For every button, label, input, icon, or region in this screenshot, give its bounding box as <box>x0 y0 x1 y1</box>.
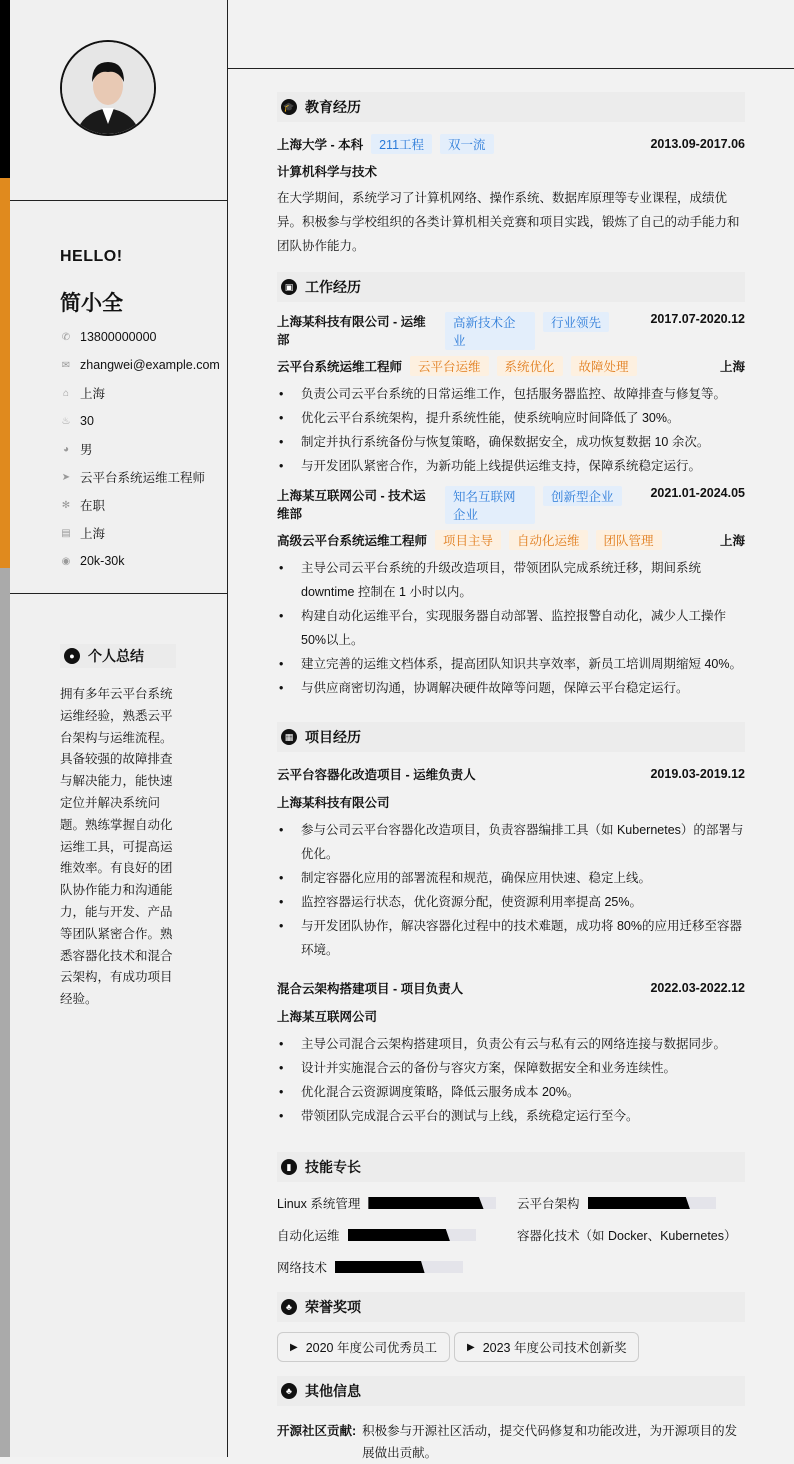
skill-item <box>277 1256 517 1278</box>
info-row <box>60 435 220 463</box>
skill-name: 网络技术 <box>277 1258 327 1276</box>
hello-heading: HELLO! <box>60 248 123 266</box>
tag: 知名互联网企业 <box>445 486 535 524</box>
send-icon: ➤ <box>60 472 72 483</box>
mail-icon: ✉ <box>60 360 72 371</box>
info-row <box>60 379 220 407</box>
user-icon: ● <box>64 648 80 664</box>
contact-info <box>60 323 220 575</box>
skills-heading <box>277 1152 745 1182</box>
skill-name: 自动化运维 <box>277 1226 340 1244</box>
tag: 行业领先 <box>543 312 609 332</box>
award-text: 2020 年度公司优秀员工 <box>306 1338 437 1356</box>
major: 计算机科学与技术 <box>277 162 377 180</box>
briefcase-icon: ▣ <box>281 279 297 295</box>
section-title: 其他信息 <box>305 1381 361 1401</box>
date: 2013.09-2017.06 <box>650 137 745 151</box>
section-title: 项目经历 <box>305 727 361 747</box>
info-row <box>60 407 220 435</box>
company: 上海某科技有限公司 - 运维部 <box>277 312 437 348</box>
bullet: • 设计并实施混合云的备份与容灾方案，保障数据安全和业务连续性。 <box>277 1056 745 1080</box>
main-content <box>277 92 745 1464</box>
cake-icon: ♨ <box>60 416 72 427</box>
company: 上海某互联网公司 <box>277 1007 377 1025</box>
building-icon: ▤ <box>60 528 72 539</box>
bullet: • 与开发团队紧密合作，为新功能上线提供运维支持，保障系统稳定运行。 <box>277 454 745 478</box>
bullet: • 负责公司云平台系统的日常运维工作，包括服务器监控、故障排查与修复等。 <box>277 382 745 406</box>
city: 上海 <box>720 357 745 375</box>
skill-bar <box>368 1197 496 1209</box>
info-text: 20k-30k <box>80 554 124 568</box>
home-icon: ⌂ <box>60 388 72 399</box>
summary-title: 个人总结 <box>88 646 144 666</box>
award-icon: ♣ <box>281 1299 297 1315</box>
company: 上海某科技有限公司 <box>277 793 390 811</box>
status-icon: ✻ <box>60 500 72 511</box>
other-text: 积极参与开源社区活动，提交代码修复和功能改进，为开源项目的发展做出贡献。 <box>362 1420 745 1464</box>
skills-list <box>277 1192 745 1278</box>
tag: 211工程 <box>371 134 432 154</box>
tag: 自动化运维 <box>509 530 588 550</box>
phone-icon: ✆ <box>60 332 72 343</box>
bullet: • 建立完善的运维文档体系，提高团队知识共享效率，新员工培训周期缩短 40%。 <box>277 652 745 676</box>
info-text: 在职 <box>80 496 105 514</box>
info-row <box>60 519 220 547</box>
divider <box>10 593 228 594</box>
project-item <box>277 762 745 962</box>
info-row <box>60 547 220 575</box>
education-desc: 在大学期间，系统学习了计算机网络、操作系统、数据库原理等专业课程，成绩优异。积极参与学校组织的各类计算机相关竞赛和项目实践，锻炼了自己的动手能力和团队协作能力。 <box>277 186 745 258</box>
sidebar <box>0 0 228 1457</box>
tag: 项目主导 <box>435 530 501 550</box>
info-text: 云平台系统运维工程师 <box>80 468 205 486</box>
tag: 云平台运维 <box>410 356 489 376</box>
award-icon: ♣ <box>281 1383 297 1399</box>
info-text: zhangwei@example.com <box>80 358 220 372</box>
work-heading <box>277 272 745 302</box>
project-name: 云平台容器化改造项目 - 运维负责人 <box>277 765 476 783</box>
education-item <box>277 132 745 258</box>
bullet: • 与开发团队协作，解决容器化过程中的技术难题，成功将 80%的应用迁移至容器环境。 <box>277 914 745 962</box>
skill-bar-fill <box>335 1261 425 1273</box>
school: 上海大学 - 本科 <box>277 135 363 153</box>
tag: 创新型企业 <box>543 486 622 506</box>
company: 上海某互联网公司 - 技术运维部 <box>277 486 437 522</box>
candidate-name: 简小全 <box>60 287 123 317</box>
bullet: • 主导公司混合云架构搭建项目，负责公有云与私有云的网络连接与数据同步。 <box>277 1032 745 1056</box>
skill-name: 云平台架构 <box>517 1194 580 1212</box>
gender-icon: ◕ <box>60 444 72 455</box>
skill-item <box>517 1224 745 1246</box>
projects-heading <box>277 722 745 752</box>
skill-bar-fill <box>348 1229 450 1241</box>
skill-bar-fill <box>588 1197 690 1209</box>
tag: 团队管理 <box>596 530 662 550</box>
bullet: • 带领团队完成混合云平台的测试与上线，系统稳定运行至今。 <box>277 1104 745 1128</box>
date: 2022.03-2022.12 <box>650 981 745 995</box>
bullet: • 优化混合云资源调度策略，降低云服务成本 20%。 <box>277 1080 745 1104</box>
section-title: 工作经历 <box>305 277 361 297</box>
tag: 双一流 <box>440 134 494 154</box>
section-title: 荣誉奖项 <box>305 1297 361 1317</box>
stripe-black <box>0 0 10 178</box>
info-text: 上海 <box>80 524 105 542</box>
skill-bar <box>588 1197 716 1209</box>
city: 上海 <box>720 531 745 549</box>
bullet: • 监控容器运行状态，优化资源分配，使资源利用率提高 25%。 <box>277 890 745 914</box>
skill-name: 容器化技术（如 Docker、Kubernetes） <box>517 1226 737 1244</box>
bullet: • 制定容器化应用的部署流程和规范，确保应用快速、稳定上线。 <box>277 866 745 890</box>
salary-icon: ◉ <box>60 556 72 567</box>
tag: 故障处理 <box>571 356 637 376</box>
bullet: • 主导公司云平台系统的升级改造项目，带领团队完成系统迁移，期间系统 downtime 控制在 1 小时以内。 <box>277 556 745 604</box>
award-item <box>454 1332 639 1362</box>
work-item <box>277 312 745 478</box>
stripe-gray <box>0 568 10 1457</box>
info-text: 13800000000 <box>80 330 156 344</box>
project-item <box>277 976 745 1128</box>
summary-heading <box>60 644 176 668</box>
info-row <box>60 323 220 351</box>
date: 2021.01-2024.05 <box>650 486 745 500</box>
section-title: 教育经历 <box>305 97 361 117</box>
summary-text: 拥有多年云平台系统运维经验，熟悉云平台架构与运维流程。具备较强的故障排查与解决能力，能快速定位并解决系统问题。熟练掌握自动化运维工具，可提高运维效率。有良好的团队协作能力和沟通能力，能与开发、产品等团队紧密合作。熟悉容器化技术和混合云架构，有成功项目经验。 <box>60 684 174 1011</box>
avatar <box>60 40 156 136</box>
skill-bar <box>335 1261 463 1273</box>
other-heading <box>277 1376 745 1406</box>
info-row <box>60 491 220 519</box>
project-name: 混合云架构搭建项目 - 项目负责人 <box>277 979 463 997</box>
section-title: 技能专长 <box>305 1157 361 1177</box>
triangle-icon: ▶ <box>290 1342 298 1353</box>
date: 2019.03-2019.12 <box>650 767 745 781</box>
role: 云平台系统运维工程师 <box>277 357 402 375</box>
bullet: • 与供应商密切沟通，协调解决硬件故障等问题，保障云平台稳定运行。 <box>277 676 745 700</box>
divider <box>10 200 228 201</box>
award-text: 2023 年度公司技术创新奖 <box>483 1338 627 1356</box>
grid-icon: ▦ <box>281 729 297 745</box>
awards-list <box>277 1332 745 1362</box>
skill-item <box>277 1224 517 1246</box>
graduation-cap-icon: 🎓 <box>281 99 297 115</box>
bullet: • 参与公司云平台容器化改造项目，负责容器编排工具（如 Kubernetes）的部署与优化。 <box>277 818 745 866</box>
awards-heading <box>277 1292 745 1322</box>
chart-icon: ▮ <box>281 1159 297 1175</box>
top-bar <box>228 0 794 69</box>
work-item <box>277 486 745 700</box>
bullet: • 构建自动化运维平台，实现服务器自动部署、监控报警自动化，减少人工操作 50%以上。 <box>277 604 745 652</box>
skill-item <box>277 1192 517 1214</box>
award-item <box>277 1332 450 1362</box>
info-text: 男 <box>80 440 93 458</box>
bullet: • 制定并执行系统备份与恢复策略，确保数据安全，成功恢复数据 10 余次。 <box>277 430 745 454</box>
skill-item <box>517 1192 745 1214</box>
education-heading <box>277 92 745 122</box>
tag: 高新技术企业 <box>445 312 535 350</box>
skill-name: Linux 系统管理 <box>277 1194 360 1212</box>
info-row <box>60 463 220 491</box>
triangle-icon: ▶ <box>467 1342 475 1353</box>
other-label: 开源社区贡献: <box>277 1420 356 1464</box>
info-row <box>60 351 220 379</box>
other-item <box>277 1420 745 1464</box>
role: 高级云平台系统运维工程师 <box>277 531 427 549</box>
skill-bar-fill <box>368 1197 483 1209</box>
skill-bar <box>348 1229 476 1241</box>
stripe-orange <box>0 178 10 568</box>
bullet: • 优化云平台系统架构，提升系统性能，使系统响应时间降低了 30%。 <box>277 406 745 430</box>
info-text: 30 <box>80 414 94 428</box>
date: 2017.07-2020.12 <box>650 312 745 326</box>
info-text: 上海 <box>80 384 105 402</box>
tag: 系统优化 <box>497 356 563 376</box>
